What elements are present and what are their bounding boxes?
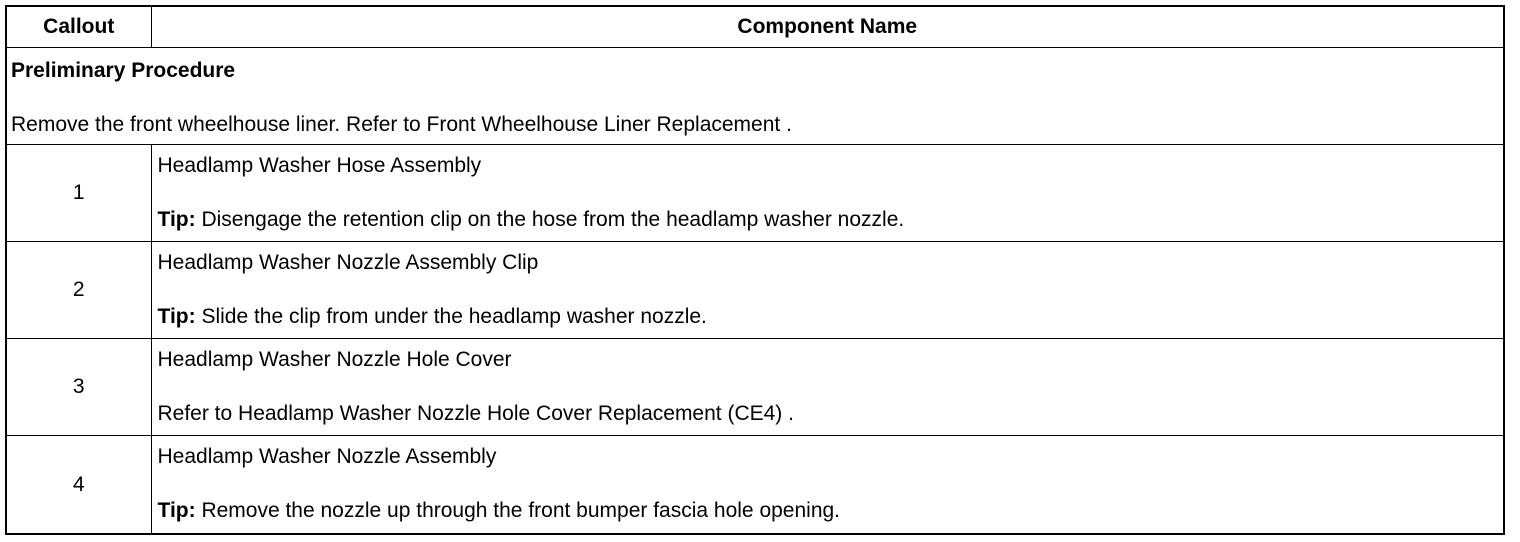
tip-label: Tip:	[157, 208, 196, 232]
procedure-table	[7, 7, 1503, 533]
component-cell	[151, 339, 1503, 436]
component-cell	[151, 242, 1503, 339]
component-cell	[151, 436, 1503, 533]
component-tip	[158, 305, 1504, 329]
procedure-table-frame	[5, 5, 1505, 535]
component-name: Headlamp Washer Hose Assembly	[157, 154, 482, 178]
callout-number: 4	[7, 436, 151, 533]
preliminary-row	[7, 48, 1503, 145]
tip-label: Tip:	[157, 499, 196, 523]
callout-header: Callout	[7, 7, 151, 48]
callout-number: 2	[7, 242, 151, 339]
component-tip	[158, 499, 1504, 523]
table-row	[7, 339, 1503, 436]
tip-text: Disengage the retention clip on the hose from the headlamp washer nozzle.	[195, 208, 905, 232]
tip-text: Slide the clip from under the headlamp washer nozzle.	[195, 305, 707, 329]
component-cell	[151, 145, 1503, 242]
table-row	[7, 145, 1503, 242]
callout-number: 1	[7, 145, 151, 242]
preliminary-text: Remove the front wheelhouse liner. Refer to Front Wheelhouse Liner Replacement .	[11, 113, 792, 137]
component-name: Headlamp Washer Nozzle Hole Cover	[157, 348, 512, 372]
component-name: Headlamp Washer Nozzle Assembly Clip	[157, 251, 539, 275]
preliminary-title: Preliminary Procedure	[11, 59, 236, 83]
callout-number: 3	[7, 339, 151, 436]
preliminary-cell	[7, 48, 1503, 145]
tip-label: Tip:	[157, 305, 196, 329]
table-row	[7, 436, 1503, 533]
component-tip	[158, 208, 1504, 232]
component-name: Headlamp Washer Nozzle Assembly	[157, 445, 497, 469]
component-name-header: Component Name	[151, 7, 1503, 48]
header-row	[7, 7, 1503, 48]
tip-text: Remove the nozzle up through the front bumper fascia hole opening.	[195, 499, 841, 523]
table-row	[7, 242, 1503, 339]
component-note: Refer to Headlamp Washer Nozzle Hole Cover Replacement (CE4) .	[157, 402, 794, 426]
